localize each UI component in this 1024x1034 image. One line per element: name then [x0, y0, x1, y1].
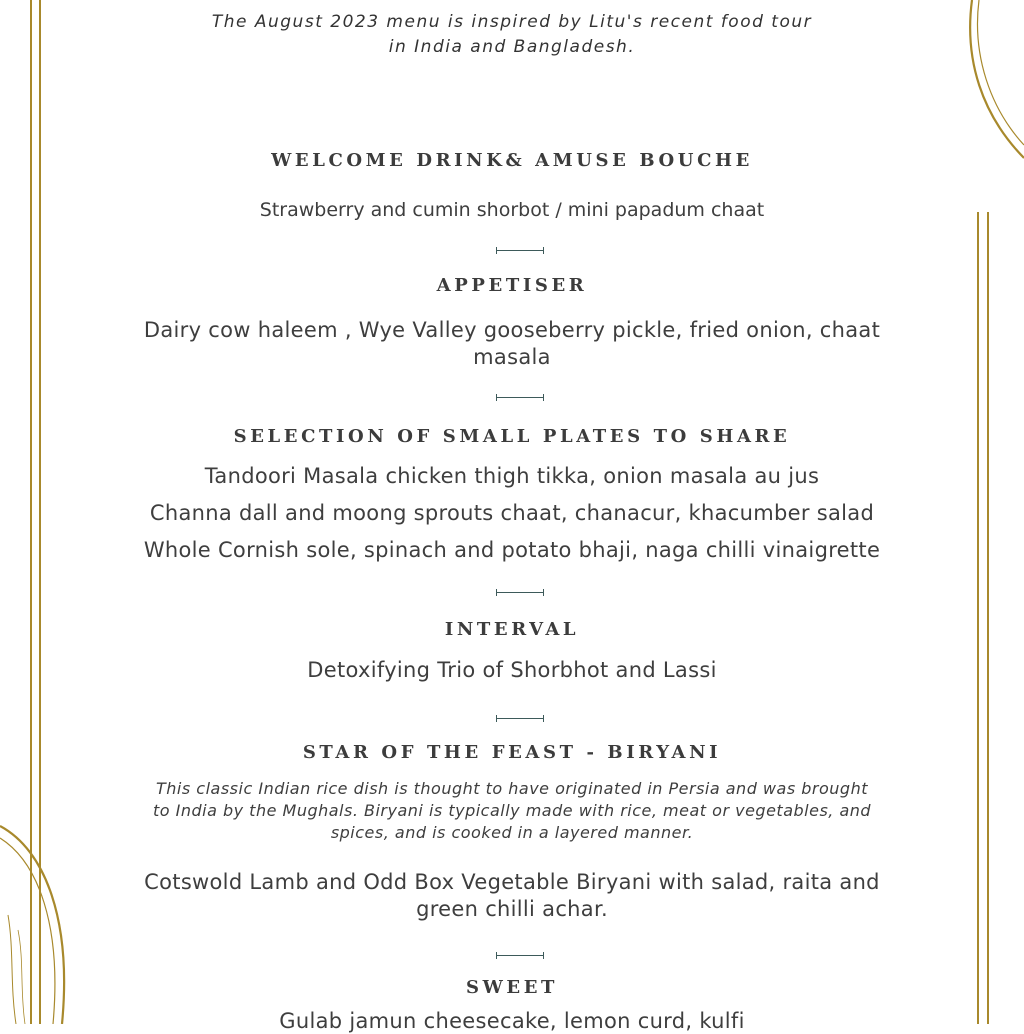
biryani-description — [0, 778, 1024, 844]
section-title-small-plates: SELECTION OF SMALL PLATES TO SHARE — [233, 426, 791, 447]
sweet-item: Gulab jamun cheesecake, lemon curd, kulfi — [279, 1009, 745, 1033]
biryani-description-line-3: spices, and is cooked in a layered manner. — [330, 823, 694, 842]
section-separator — [496, 714, 544, 723]
welcome-item: Strawberry and cumin shorbot / mini papadum chaat — [259, 199, 765, 221]
section-separator — [496, 951, 544, 960]
intro-line-2: in India and Bangladesh. — [388, 37, 636, 57]
small-plate-item-1: Tandoori Masala chicken thigh tikka, onion masala au jus — [204, 464, 820, 488]
interval-item: Detoxifying Trio of Shorbhot and Lassi — [307, 658, 717, 682]
small-plate-item-2: Channa dall and moong sprouts chaat, chanacur, khacumber salad — [149, 501, 875, 525]
section-title-welcome: WELCOME DRINK& AMUSE BOUCHE — [271, 150, 753, 171]
section-separator — [496, 393, 544, 402]
section-separator — [496, 246, 544, 255]
biryani-item-line-2: green chilli achar. — [416, 897, 608, 921]
intro-line-1: The August 2023 menu is inspired by Litu's recent food tour — [211, 12, 813, 32]
biryani-description-line-2: to India by the Mughals. Biryani is typically made with rice, meat or vegetables, and — [152, 801, 872, 820]
intro-text — [0, 10, 1024, 60]
section-title-appetiser: APPETISER — [436, 275, 588, 296]
section-title-interval: INTERVAL — [444, 619, 580, 640]
section-title-biryani: STAR OF THE FEAST - BIRYANI — [302, 742, 722, 763]
biryani-item-line-1: Cotswold Lamb and Odd Box Vegetable Biryani with salad, raita and — [144, 870, 880, 894]
biryani-description-line-1: This classic Indian rice dish is thought to have originated in Persia and was brought — [156, 779, 868, 798]
section-separator — [496, 588, 544, 597]
bottom-left-scribble — [8, 915, 16, 1024]
appetiser-item-line-1: Dairy cow haleem , Wye Valley gooseberry pickle, fried onion, chaat — [143, 318, 881, 342]
section-title-sweet: SWEET — [465, 977, 559, 998]
small-plate-item-3: Whole Cornish sole, spinach and potato bhaji, naga chilli vinaigrette — [143, 538, 881, 562]
appetiser-item-line-2: masala — [473, 345, 551, 369]
